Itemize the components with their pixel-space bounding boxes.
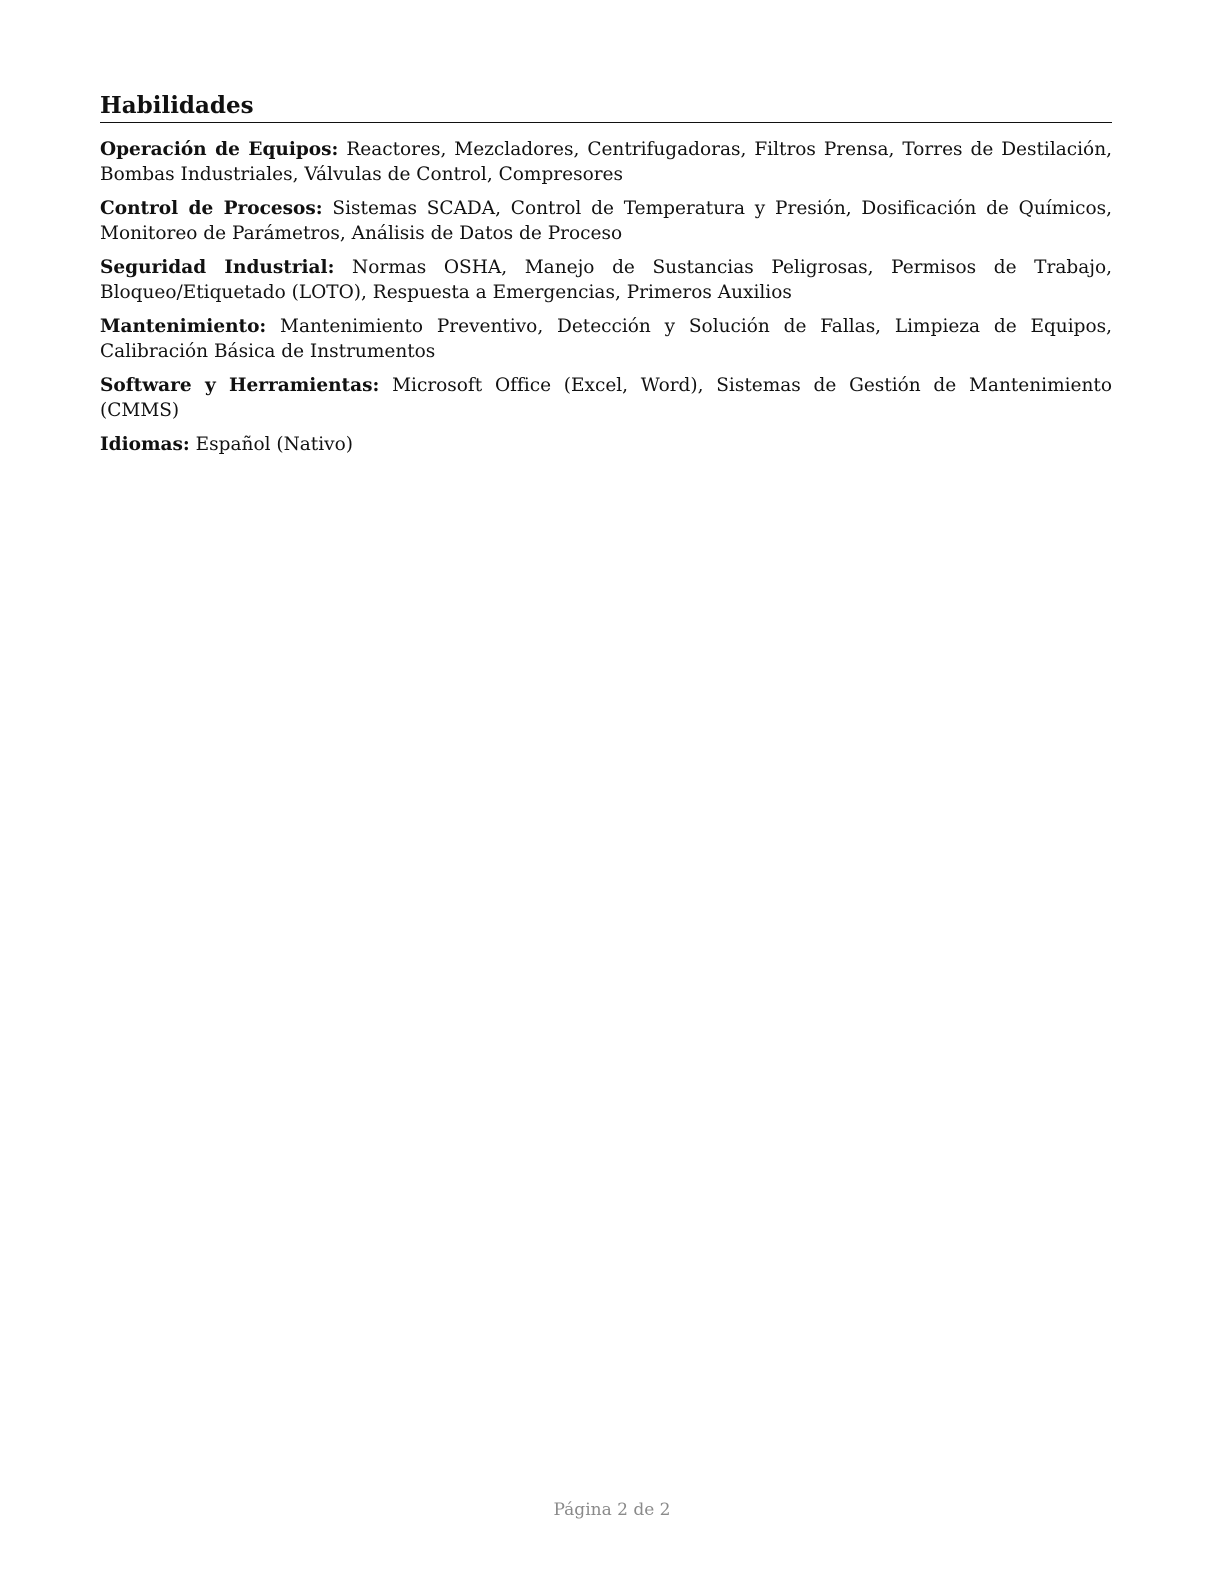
skill-text: Mantenimiento Preventivo, Detección y Solución de Fallas, Limpieza de Equipos, Calibración Básica de Instrumentos [100,316,1112,362]
skill-process-control [100,196,1112,246]
skill-label: Idiomas: [100,434,190,455]
skill-text: Microsoft Office (Excel, Word), Sistemas de Gestión de Mantenimiento (CMMS) [100,375,1112,421]
skill-text: Sistemas SCADA, Control de Temperatura y Presión, Dosificación de Químicos, Monitoreo de Parámetros, Análisis de Datos de Proceso [100,198,1112,244]
skill-text: Normas OSHA, Manejo de Sustancias Peligrosas, Permisos de Trabajo, Bloqueo/Etiquetado (LOTO), Respuesta a Emergencias, Primeros Auxilios [100,257,1112,303]
skills-list [100,137,1112,457]
skill-maintenance [100,314,1112,364]
skill-software-tools [100,373,1112,423]
page-number-footer: Página 2 de 2 [553,1500,671,1520]
skill-label: Mantenimiento: [100,316,267,337]
skill-industrial-safety [100,255,1112,305]
skill-equipment-operation [100,137,1112,187]
skill-label: Seguridad Industrial: [100,257,335,278]
skill-label: Software y Herramientas: [100,375,380,396]
skill-label: Operación de Equipos: [100,139,339,160]
skill-label: Control de Procesos: [100,198,323,219]
document-page [100,92,1112,466]
skill-text: Reactores, Mezcladores, Centrifugadoras, Filtros Prensa, Torres de Destilación, Bombas Industriales, Válvulas de Control, Compresores [100,139,1112,185]
skill-text: Español (Nativo) [195,434,353,455]
skill-languages [100,432,1112,457]
section-title: Habilidades [100,92,1112,123]
